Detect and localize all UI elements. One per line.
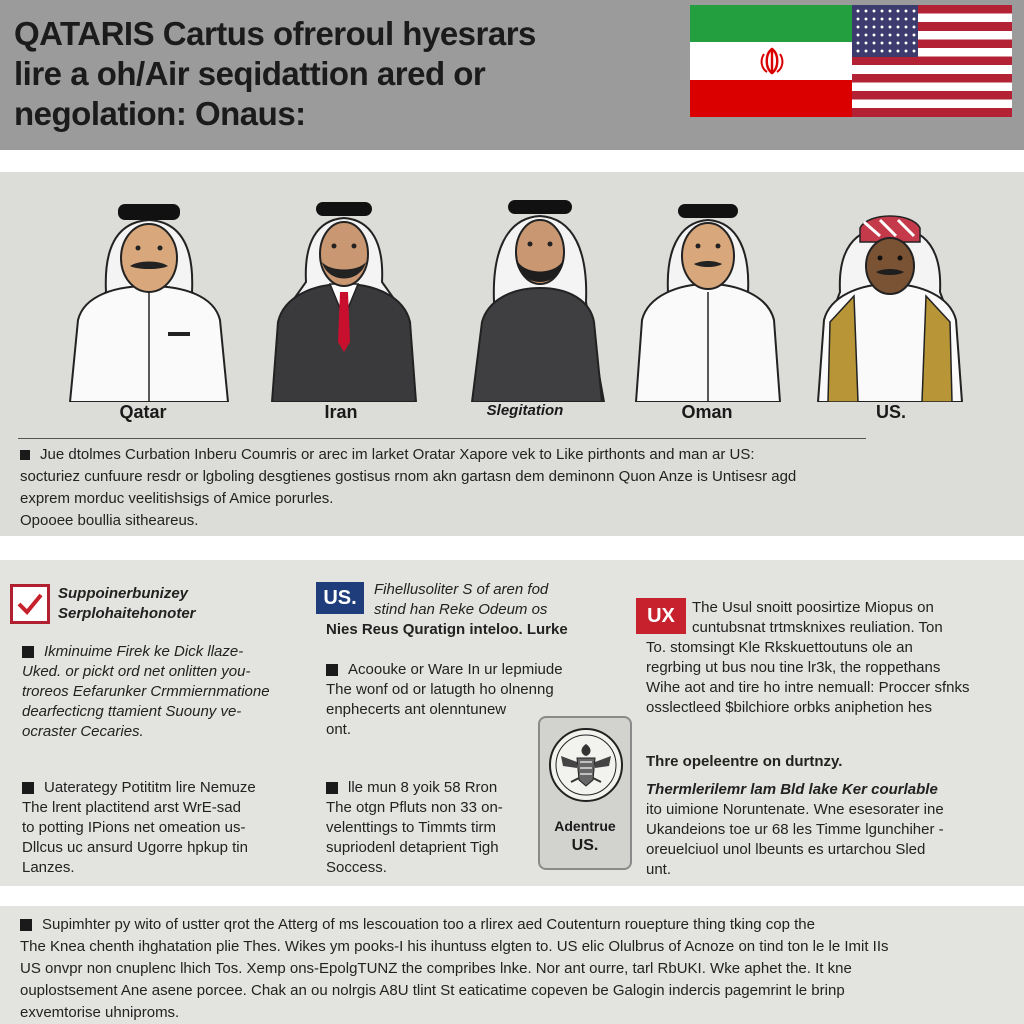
delegate-us-figure xyxy=(806,192,976,402)
text-line: The lrent plactitend arst WrE-sad xyxy=(22,799,241,816)
heading-line: stind han Reke Odeum os xyxy=(374,601,548,618)
text-line: Lanzes. xyxy=(22,859,75,876)
text-line: lle mun 8 yoik 58 Rron xyxy=(348,779,498,796)
text-line: oreuelciuol unol lbeunts es urtarchou Sled xyxy=(646,841,926,858)
subheading-text: Nies Reus Quratign inteloo. Lurke xyxy=(326,621,568,638)
seal-country-text: US. xyxy=(571,837,599,854)
delegate-iran-figure xyxy=(258,192,428,402)
text-line: dearfecticng ttamient Suouny ve- xyxy=(22,703,242,720)
text-line: Acoouke or Ware In ur lepmiude xyxy=(348,661,563,678)
text-line: Wihe aot and tire ho intre nemuall: Proccer sfnks xyxy=(646,679,970,696)
footer-line: US onvpr non cnuplenc lhich Tos. Xemp ons-EpolgTUNZ the compribes lnke. Nor ant ourre, tarl RbUKI. Wke aphet the. It kne xyxy=(20,960,852,977)
delegate-label: US. xyxy=(875,402,906,422)
text-line: unt. xyxy=(646,861,672,878)
text-line: Ukandeions toe ur 68 les Timme lgunchiher - xyxy=(646,821,944,838)
title-line: negolation: Onaus: xyxy=(14,95,306,132)
text-line: Dllcus uc ansurd Ugorre hpkup tin xyxy=(22,839,248,856)
seal-label-text: Adentrue xyxy=(554,818,616,834)
delegate-label: Iran xyxy=(324,402,358,422)
checkmark-icon xyxy=(10,584,50,624)
intro-line: socturiez cunfuure resdr or lgboling desgtienes gostisus rnom akn gartasn dem deminonn Quon Anze is Untisesr agd xyxy=(20,468,797,485)
text-line: supriodenl detaprient Tigh xyxy=(326,839,499,856)
columns-panel xyxy=(0,560,1024,886)
text-line: ont. xyxy=(326,721,352,738)
left-column-heading xyxy=(58,584,258,624)
delegate-oman-figure xyxy=(622,192,792,402)
section-divider xyxy=(18,438,866,439)
left-column-block-2 xyxy=(22,778,312,878)
right-column-block-2 xyxy=(646,752,1016,880)
text-line: ito uimione Noruntenate. Wne esesorater ine xyxy=(646,801,944,818)
middle-column-subheading xyxy=(326,620,616,640)
text-line: ocraster Cecaries. xyxy=(22,723,144,740)
us-flag xyxy=(852,5,1012,117)
footer-line: Supimhter py wito of ustter qrot the Atterg of ms lescouation too a rlirex aed Coutenturn rouepture thing tking cop the xyxy=(42,916,815,933)
footer-line: ouplostsement Ane asene porcee. Chak an ou nolrgis A8U tlint St eaticatime copeven be Galogin indercis pagemrint le brinp xyxy=(20,982,845,999)
text-line: regrbing ut bus nou tine lr3k, the roppethans xyxy=(646,659,941,676)
middle-column-block-2 xyxy=(326,778,536,878)
left-column-block-1 xyxy=(22,642,312,742)
text-line: velenttings to Timmts tirm xyxy=(326,819,497,836)
delegate-third-figure xyxy=(454,192,624,402)
delegate-label: Qatar xyxy=(119,402,167,422)
bullet-icon xyxy=(20,919,32,931)
right-column-block-1 xyxy=(646,598,1016,718)
text-line: osslectleed $bilchiore orbks aniphetion hes xyxy=(646,699,933,716)
bullet-icon xyxy=(22,646,34,658)
text-line: Soccess. xyxy=(326,859,387,876)
heading-line: Suppoinerbunizey xyxy=(58,585,189,602)
heading-line: Fihellusoliter S of aren fod xyxy=(374,581,549,598)
bullet-icon xyxy=(20,450,30,460)
iran-flag xyxy=(690,5,852,117)
eagle-seal-icon xyxy=(547,726,625,804)
intro-line: Jue dtolmes Curbation Inberu Coumris or arec im larket Oratar Xapore vek to Like pirthonts and man ar US: xyxy=(40,446,755,463)
footer-text xyxy=(20,914,1010,1024)
text-line: Ikminuime Firek ke Dick llaze- xyxy=(44,643,244,660)
text-line: to potting IPions net omeation us- xyxy=(22,819,246,836)
title-line: lire a oh/Air seqidattion ared or xyxy=(14,55,486,92)
intro-line: Opooee boullia sitheareus. xyxy=(20,512,199,529)
intro-line: exprem morduc veelitishsigs of Amice porurles. xyxy=(20,490,334,507)
header-banner xyxy=(0,0,1024,150)
delegate-label: Slegitation xyxy=(486,402,564,419)
heading-line: Serplohaitehonoter xyxy=(58,605,196,622)
delegate-qatar-figure xyxy=(64,192,234,402)
ux-badge: UX xyxy=(636,598,686,634)
page-title xyxy=(14,14,654,134)
text-line: To. stomsingt Kle Rkskuettoutuns ole an xyxy=(646,639,913,656)
footer-panel xyxy=(0,906,1024,1024)
bullet-icon xyxy=(22,782,34,794)
text-line: cuntubsnat trtmsknixes reuliation. Ton xyxy=(692,619,943,636)
delegate-label: Oman xyxy=(681,402,733,422)
us-flag-canton xyxy=(852,5,918,57)
footer-line: exvemtorise uhniproms. xyxy=(20,1004,180,1021)
us-seal-card xyxy=(538,716,632,870)
footer-line: The Knea chenth ihghatation plie Thes. Wikes ym pooks-I his ihuntuss elgten to. US elic Olulbrus of Acnoze on tind ton le le Imit IIs xyxy=(20,938,889,955)
bullet-icon xyxy=(326,664,338,676)
delegates-panel xyxy=(0,172,1024,536)
text-line: Thermlerilemr lam Bld lake Ker courlable xyxy=(646,781,938,798)
bullet-icon xyxy=(326,782,338,794)
text-line: enphecerts ant olenntunew xyxy=(326,701,507,718)
subheading-text: Thre opeleentre on durtnzy. xyxy=(646,753,843,770)
text-line: troreos Eefarunker Crmmiernmatione xyxy=(22,683,270,700)
flags-group xyxy=(690,5,1012,117)
text-line: The otgn Pfluts non 33 on- xyxy=(326,799,503,816)
text-line: The wonf od or latugth ho olnenng xyxy=(326,681,554,698)
text-line: The Usul snoitt poosirtize Miopus on xyxy=(692,599,934,616)
middle-column-heading xyxy=(374,580,614,620)
text-line: Uaterategy Potititm lire Nemuze xyxy=(44,779,256,796)
us-badge: US. xyxy=(316,582,364,614)
title-line: QATARIS Cartus ofreroul hyesrars xyxy=(14,15,536,52)
seal-caption xyxy=(540,816,630,856)
text-line: Uked. or pickt ord net onlitten you- xyxy=(22,663,251,680)
intro-text xyxy=(20,444,1010,532)
iran-emblem-icon xyxy=(759,46,785,76)
